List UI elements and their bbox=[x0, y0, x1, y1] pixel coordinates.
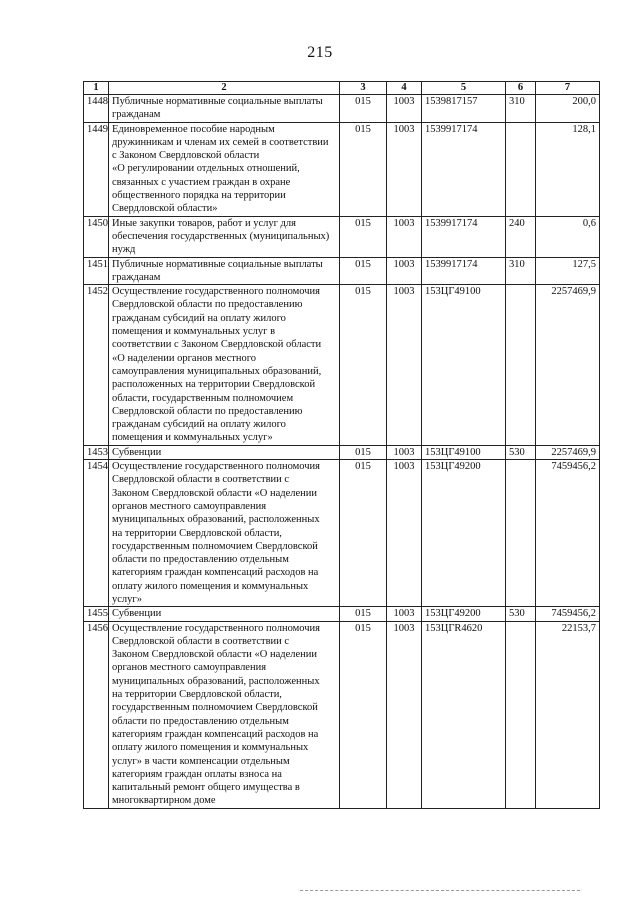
description-line: гражданам субсидий на оплату жилого bbox=[112, 312, 286, 324]
row-number: 1451 bbox=[84, 257, 109, 285]
row-number: 1449 bbox=[84, 122, 109, 216]
budget-table bbox=[83, 81, 600, 809]
description-line: Публичные нормативные социальные выплаты bbox=[112, 258, 323, 270]
description-line: многоквартирном доме bbox=[112, 795, 216, 807]
ministry-code: 015 bbox=[340, 460, 387, 607]
header-col-5: 5 bbox=[422, 82, 506, 95]
description-line: органов местного самоуправления bbox=[112, 662, 267, 674]
description-line: области по предоставлению отдельным bbox=[112, 715, 289, 727]
target-article-code: 153ЦГ49100 bbox=[422, 285, 506, 446]
section-code: 1003 bbox=[387, 607, 422, 621]
table-header-row bbox=[84, 82, 600, 95]
description-line: Законом Свердловской области «О наделении bbox=[112, 649, 318, 661]
row-number: 1448 bbox=[84, 95, 109, 123]
description-line: общественного порядка на территории bbox=[112, 190, 286, 202]
amount: 22153,7 bbox=[536, 621, 600, 808]
table-row bbox=[84, 285, 600, 446]
target-article-code: 1539817157 bbox=[422, 95, 506, 123]
amount: 2257469,9 bbox=[536, 285, 600, 446]
description-line: области по предоставлению отдельным bbox=[112, 554, 289, 566]
row-description bbox=[109, 285, 340, 446]
header-col-2: 2 bbox=[109, 82, 340, 95]
ministry-code: 015 bbox=[340, 216, 387, 257]
expense-type-code: 240 bbox=[506, 216, 536, 257]
description-line: связанных с участием граждан в охране bbox=[112, 176, 291, 188]
description-line: Свердловской области в соответствии с bbox=[112, 474, 290, 486]
table-row bbox=[84, 122, 600, 216]
description-line: Свердловской области по предоставлению bbox=[112, 299, 303, 311]
description-line: Осуществление государственного полномочия bbox=[112, 286, 320, 298]
row-description bbox=[109, 607, 340, 621]
header-col-6: 6 bbox=[506, 82, 536, 95]
expense-type-code bbox=[506, 621, 536, 808]
description-line: Осуществление государственного полномочия bbox=[112, 622, 320, 634]
description-line: Публичные нормативные социальные выплаты bbox=[112, 96, 323, 107]
section-code: 1003 bbox=[387, 95, 422, 123]
row-number: 1450 bbox=[84, 216, 109, 257]
row-description bbox=[109, 445, 340, 459]
row-description bbox=[109, 621, 340, 808]
description-line: муниципальных образований, расположенных bbox=[112, 675, 320, 687]
description-line: с Законом Свердловской области bbox=[112, 150, 260, 162]
amount: 7459456,2 bbox=[536, 607, 600, 621]
description-line: Субвенции bbox=[112, 446, 162, 458]
target-article-code: 153ЦГR4620 bbox=[422, 621, 506, 808]
ministry-code: 015 bbox=[340, 257, 387, 285]
description-line: категориям граждан компенсаций расходов на bbox=[112, 567, 319, 579]
amount: 128,1 bbox=[536, 122, 600, 216]
row-description bbox=[109, 257, 340, 285]
description-line: расположенных на территории Свердловской bbox=[112, 379, 316, 391]
description-line: гражданам bbox=[112, 109, 161, 121]
description-line: гражданам bbox=[112, 271, 161, 283]
target-article-code: 153ЦГ49200 bbox=[422, 607, 506, 621]
description-line: помещения и коммунальных услуг в bbox=[112, 326, 276, 338]
description-line: Единовременное пособие народным bbox=[112, 123, 275, 135]
header-col-7: 7 bbox=[536, 82, 600, 95]
description-line: обеспечения государственных (муниципальных) bbox=[112, 230, 330, 242]
description-line: нужд bbox=[112, 244, 136, 256]
target-article-code: 153ЦГ49100 bbox=[422, 445, 506, 459]
ministry-code: 015 bbox=[340, 95, 387, 123]
description-line: услуг» в части компенсации отдельным bbox=[112, 755, 290, 767]
table-body bbox=[84, 95, 600, 809]
section-code: 1003 bbox=[387, 122, 422, 216]
description-line: Субвенции bbox=[112, 608, 162, 620]
ministry-code: 015 bbox=[340, 445, 387, 459]
table-row bbox=[84, 95, 600, 123]
description-line: на территории Свердловской области, bbox=[112, 689, 282, 701]
description-line: оплату жилого помещения и коммунальных bbox=[112, 742, 309, 754]
description-line: государственным полномочием Свердловской bbox=[112, 702, 318, 714]
description-line: Свердловской области по предоставлению bbox=[112, 405, 303, 417]
target-article-code: 1539917174 bbox=[422, 216, 506, 257]
expense-type-code: 530 bbox=[506, 445, 536, 459]
table-row bbox=[84, 257, 600, 285]
description-line: органов местного самоуправления bbox=[112, 500, 267, 512]
table-row bbox=[84, 216, 600, 257]
amount: 200,0 bbox=[536, 95, 600, 123]
table-row bbox=[84, 607, 600, 621]
target-article-code: 1539917174 bbox=[422, 257, 506, 285]
row-number: 1453 bbox=[84, 445, 109, 459]
row-description bbox=[109, 460, 340, 607]
row-description bbox=[109, 95, 340, 123]
section-code: 1003 bbox=[387, 460, 422, 607]
table-row bbox=[84, 445, 600, 459]
expense-type-code: 310 bbox=[506, 95, 536, 123]
description-line: Законом Свердловской области «О наделении bbox=[112, 487, 318, 499]
description-line: Осуществление государственного полномочия bbox=[112, 461, 320, 473]
description-line: помещения и коммунальных услуг» bbox=[112, 432, 273, 444]
row-number: 1452 bbox=[84, 285, 109, 446]
section-code: 1003 bbox=[387, 257, 422, 285]
section-code: 1003 bbox=[387, 285, 422, 446]
description-line: Свердловской области в соответствии с bbox=[112, 635, 290, 647]
ministry-code: 015 bbox=[340, 621, 387, 808]
description-line: оплату жилого помещения и коммунальных bbox=[112, 580, 309, 592]
section-code: 1003 bbox=[387, 216, 422, 257]
header-col-4: 4 bbox=[387, 82, 422, 95]
section-code: 1003 bbox=[387, 445, 422, 459]
scan-edge-line bbox=[300, 890, 580, 891]
section-code: 1003 bbox=[387, 621, 422, 808]
page-number: 215 bbox=[307, 44, 333, 61]
description-line: муниципальных образований, расположенных bbox=[112, 514, 320, 526]
description-line: «О регулировании отдельных отношений, bbox=[112, 163, 300, 175]
description-line: государственным полномочием Свердловской bbox=[112, 540, 318, 552]
description-line: Свердловской области» bbox=[112, 203, 218, 215]
expense-type-code bbox=[506, 122, 536, 216]
row-number: 1456 bbox=[84, 621, 109, 808]
row-number: 1454 bbox=[84, 460, 109, 607]
expense-type-code: 530 bbox=[506, 607, 536, 621]
description-line: на территории Свердловской области, bbox=[112, 527, 282, 539]
amount: 7459456,2 bbox=[536, 460, 600, 607]
ministry-code: 015 bbox=[340, 122, 387, 216]
header-col-1: 1 bbox=[84, 82, 109, 95]
amount: 0,6 bbox=[536, 216, 600, 257]
expense-type-code bbox=[506, 460, 536, 607]
description-line: «О наделении органов местного bbox=[112, 352, 257, 364]
ministry-code: 015 bbox=[340, 285, 387, 446]
target-article-code: 153ЦГ49200 bbox=[422, 460, 506, 607]
amount: 127,5 bbox=[536, 257, 600, 285]
description-line: услуг» bbox=[112, 593, 142, 605]
description-line: Иные закупки товаров, работ и услуг для bbox=[112, 217, 296, 229]
row-description bbox=[109, 216, 340, 257]
target-article-code: 1539917174 bbox=[422, 122, 506, 216]
description-line: самоуправления муниципальных образований, bbox=[112, 365, 322, 377]
table-row bbox=[84, 460, 600, 607]
expense-type-code bbox=[506, 285, 536, 446]
description-line: дружинникам и членам их семей в соответствии bbox=[112, 136, 329, 148]
description-line: капитальный ремонт общего имущества в bbox=[112, 782, 300, 794]
ministry-code: 015 bbox=[340, 607, 387, 621]
row-number: 1455 bbox=[84, 607, 109, 621]
description-line: соответствии с Законом Свердловской области bbox=[112, 339, 322, 351]
description-line: категориям граждан компенсаций расходов на bbox=[112, 728, 319, 740]
expense-type-code: 310 bbox=[506, 257, 536, 285]
description-line: категориям граждан оплаты взноса на bbox=[112, 768, 282, 780]
header-col-3: 3 bbox=[340, 82, 387, 95]
description-line: гражданам субсидий на оплату жилого bbox=[112, 419, 286, 431]
table-row bbox=[84, 621, 600, 808]
description-line: области, государственным полномочием bbox=[112, 392, 294, 404]
row-description bbox=[109, 122, 340, 216]
amount: 2257469,9 bbox=[536, 445, 600, 459]
